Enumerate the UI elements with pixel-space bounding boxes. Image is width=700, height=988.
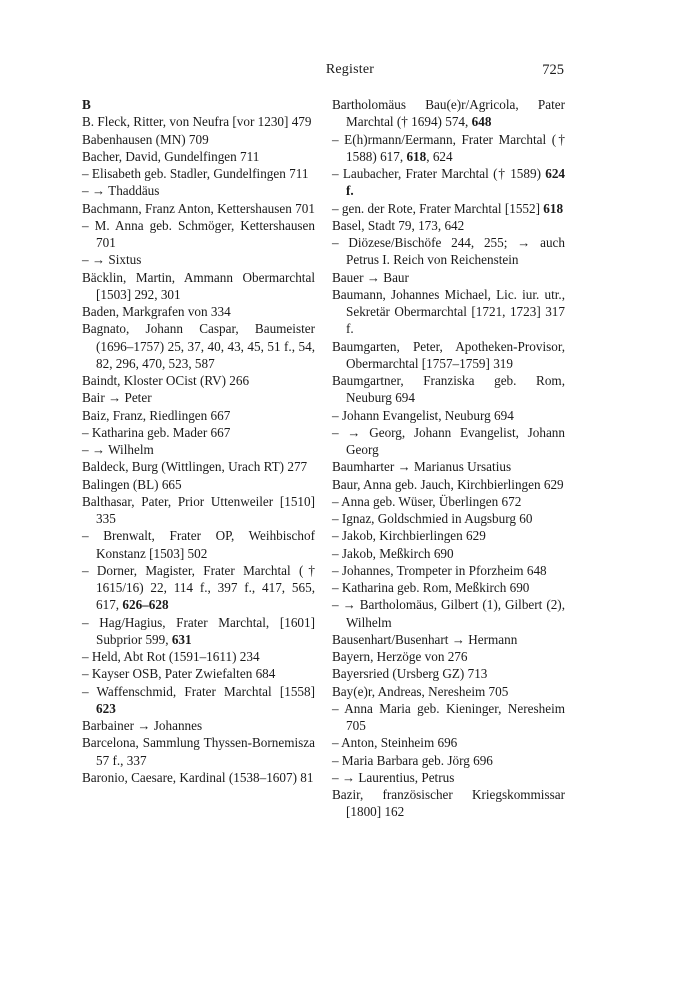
page-number: 725 xyxy=(542,62,564,78)
index-entry: – Brenwalt, Frater OP, Weihbischof Konstanz [1503] 502 xyxy=(82,528,315,561)
header-title: Register xyxy=(325,62,375,77)
index-entry: – → Laurentius, Petrus xyxy=(332,769,455,785)
index-entry: Barcelona, Sammlung Thyssen-Bornemisza 57 f., 337 xyxy=(82,735,315,768)
index-entry: – → Bartholomäus, Gilbert (1), Gilbert (2), Wilhelm xyxy=(332,597,565,630)
index-entry: Babenhausen (MN) 709 xyxy=(82,131,209,147)
index-entry: – Jakob, Meßkirch 690 xyxy=(332,545,454,561)
index-entry: – Anton, Steinheim 696 xyxy=(332,735,458,751)
index-entry: Baumharter → Marianus Ursatius xyxy=(332,459,512,475)
index-entry: Barbainer → Johannes xyxy=(82,718,203,733)
index-letter-heading: B xyxy=(82,97,91,112)
bold-page-ref: 626–628 xyxy=(122,597,169,613)
index-entry: Balthasar, Pater, Prior Uttenweiler [1510] 335 xyxy=(82,493,315,526)
index-entry: – Katharina geb. Mader 667 xyxy=(82,424,231,440)
index-entry: – Hag/Hagius, Frater Marchtal, [1601] Subprior 599, 631 xyxy=(82,614,315,647)
index-entry: – Katharina geb. Rom, Meßkirch 690 xyxy=(332,580,530,595)
index-entry: Baden, Markgrafen von 334 xyxy=(82,304,231,319)
index-entry: Bachmann, Franz Anton, Kettershausen 701 xyxy=(82,200,315,216)
index-entry: Baur, Anna geb. Jauch, Kirchbierlingen 629 xyxy=(332,476,564,492)
index-entry: – Anna Maria geb. Kieninger, Neresheim 705 xyxy=(332,700,565,733)
bold-page-ref: 648 xyxy=(471,114,492,130)
index-entry: – → Sixtus xyxy=(82,252,142,268)
index-entry: Baronio, Caesare, Kardinal (1538–1607) 81 xyxy=(82,769,314,785)
index-entry: – Anna geb. Wüser, Überlingen 672 xyxy=(332,493,522,509)
bold-page-ref: 623 xyxy=(96,700,116,716)
index-entry: – Laubacher, Frater Marchtal († 1589) 624 f. xyxy=(332,166,565,199)
index-entry: – → Thaddäus xyxy=(82,183,160,199)
index-entry: – → Georg, Johann Evangelist, Johann Georg xyxy=(332,424,565,457)
bold-page-ref: 618 xyxy=(543,200,564,216)
index-entry: Balingen (BL) 665 xyxy=(82,476,182,492)
index-entry: – Elisabeth geb. Stadler, Gundelfingen 711 xyxy=(82,166,309,181)
index-entry: – Johann Evangelist, Neuburg 694 xyxy=(332,407,514,423)
index-entry: – Held, Abt Rot (1591–1611) 234 xyxy=(82,649,260,664)
index-entry: – Maria Barbara geb. Jörg 696 xyxy=(332,752,493,768)
index-entry: Basel, Stadt 79, 173, 642 xyxy=(332,217,465,233)
index-column-right xyxy=(332,96,565,821)
index-entry: Bazir, französischer Kriegskommissar [1800] 162 xyxy=(332,787,565,820)
index-entry: Bauer → Baur xyxy=(332,269,409,285)
index-entry: Bausenhart/Busenhart → Hermann xyxy=(332,631,518,647)
index-entry: Bagnato, Johann Caspar, Baumeister (1696–1757) 25, 37, 40, 43, 45, 51 f., 54, 82, 296, 470, 523, 587 xyxy=(82,321,315,371)
index-entry: – gen. der Rote, Frater Marchtal [1552] 618 xyxy=(332,200,564,216)
bold-page-ref: 618 xyxy=(406,148,427,164)
index-entry: Baldeck, Burg (Wittlingen, Urach RT) 277 xyxy=(82,459,308,475)
index-entry: Bayern, Herzöge von 276 xyxy=(332,649,468,664)
index-entry: Baumgarten, Peter, Apotheken-Provisor, Obermarchtal [1757–1759] 319 xyxy=(332,338,565,371)
bold-page-ref: 631 xyxy=(171,631,192,647)
bold-page-ref: 624 f. xyxy=(346,166,565,199)
index-entry: – → Wilhelm xyxy=(82,442,154,457)
index-entry: B. Fleck, Ritter, von Neufra [vor 1230] 479 xyxy=(82,114,312,130)
index-entry: – Dorner, Magister, Frater Marchtal († 1615/16) 22, 114 f., 397 f., 417, 565, 617, 626–628 xyxy=(82,562,315,613)
index-entry: Bartholomäus Bau(e)r/Agricola, Pater Marchtal († 1694) 574, 648 xyxy=(332,97,565,130)
index-column-left xyxy=(82,96,315,786)
index-entry: Baindt, Kloster OCist (RV) 266 xyxy=(82,373,250,388)
index-entry: Bay(e)r, Andreas, Neresheim 705 xyxy=(332,683,509,699)
index-entry: – Jakob, Kirchbierlingen 629 xyxy=(332,528,486,544)
index-entry: – Ignaz, Goldschmied in Augsburg 60 xyxy=(332,511,533,526)
index-entry: Bair → Peter xyxy=(82,390,152,406)
index-entry: – M. Anna geb. Schmöger, Kettershausen 701 xyxy=(82,217,315,250)
index-entry: Bäcklin, Martin, Ammann Obermarchtal [1503] 292, 301 xyxy=(82,269,315,302)
index-entry: Baiz, Franz, Riedlingen 667 xyxy=(82,407,231,423)
index-entry: Bayersried (Ursberg GZ) 713 xyxy=(332,666,488,682)
index-entry: Baumann, Johannes Michael, Lic. iur. utr., Sekretär Obermarchtal [1721, 1723] 317 f. xyxy=(332,286,565,337)
index-entry: – Diözese/Bischöfe 244, 255; → auch Petrus I. Reich von Reichenstein xyxy=(332,235,565,268)
index-entry: Baumgartner, Franziska geb. Rom, Neuburg 694 xyxy=(332,373,565,406)
index-entry: – Waffenschmid, Frater Marchtal [1558] 623 xyxy=(82,683,315,716)
index-entry: – E(h)rmann/Eermann, Frater Marchtal († 1588) 617, 618, 624 xyxy=(332,131,565,164)
index-entry: – Johannes, Trompeter in Pforzheim 648 xyxy=(332,562,547,578)
index-entry: – Kayser OSB, Pater Zwiefalten 684 xyxy=(82,666,276,682)
index-entry: Bacher, David, Gundelfingen 711 xyxy=(82,148,260,164)
